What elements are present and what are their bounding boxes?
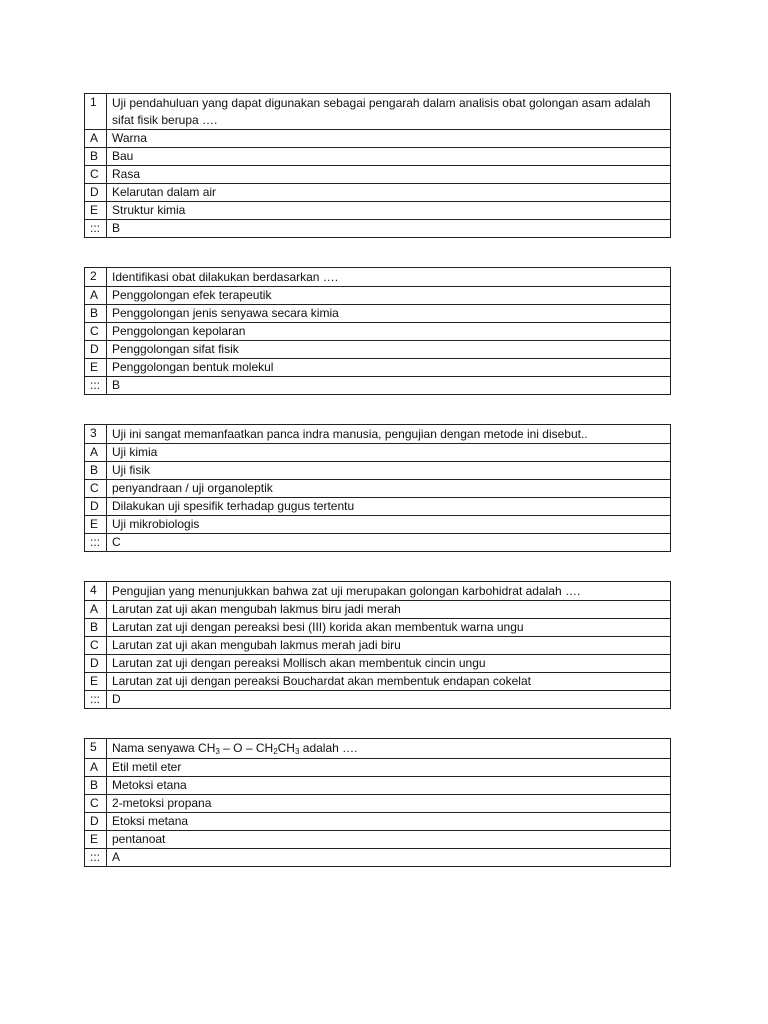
option-text: Etil metil eter	[107, 759, 671, 777]
question-text-part: – O – CH	[219, 741, 274, 755]
option-letter: A	[85, 130, 107, 148]
question-text	[107, 739, 671, 759]
option-text: Penggolongan bentuk molekul	[107, 359, 671, 377]
option-row-c	[85, 480, 671, 498]
option-letter: C	[85, 166, 107, 184]
subscript: 3	[215, 747, 220, 756]
answer-row	[85, 534, 671, 552]
option-letter: D	[85, 655, 107, 673]
option-text: Penggolongan kepolaran	[107, 323, 671, 341]
question-number: 3	[85, 425, 107, 444]
question-text-part: CH	[277, 741, 295, 755]
option-letter: A	[85, 601, 107, 619]
option-row-c	[85, 795, 671, 813]
option-text: Larutan zat uji dengan pereaksi besi (III) korida akan membentuk warna ungu	[107, 619, 671, 637]
question-table-1	[84, 93, 671, 238]
answer-row	[85, 691, 671, 709]
option-row-e	[85, 202, 671, 220]
question-text-part: adalah ….	[299, 741, 358, 755]
answer-marker: :::	[85, 377, 107, 395]
option-row-d	[85, 341, 671, 359]
option-letter: B	[85, 305, 107, 323]
option-letter: D	[85, 341, 107, 359]
option-letter: A	[85, 287, 107, 305]
question-list	[84, 93, 671, 896]
option-letter: E	[85, 673, 107, 691]
option-letter: B	[85, 148, 107, 166]
question-text-part: Nama senyawa CH	[112, 741, 216, 755]
option-row-b	[85, 462, 671, 480]
option-text: Rasa	[107, 166, 671, 184]
option-row-a	[85, 287, 671, 305]
answer-key: B	[107, 220, 671, 238]
answer-row	[85, 849, 671, 867]
answer-key: A	[107, 849, 671, 867]
question-number: 2	[85, 268, 107, 287]
answer-key: C	[107, 534, 671, 552]
subscript: 3	[294, 747, 300, 756]
option-letter: E	[85, 831, 107, 849]
option-text: Uji fisik	[107, 462, 671, 480]
option-row-b	[85, 305, 671, 323]
option-text: Metoksi etana	[107, 777, 671, 795]
option-row-c	[85, 323, 671, 341]
option-row-d	[85, 655, 671, 673]
option-text: penyandraan / uji organoleptik	[107, 480, 671, 498]
answer-key: D	[107, 691, 671, 709]
question-number: 1	[85, 94, 107, 130]
question-text: Pengujian yang menunjukkan bahwa zat uji merupakan golongan karbohidrat adalah ….	[107, 582, 671, 601]
question-row	[85, 94, 671, 130]
option-row-a	[85, 759, 671, 777]
option-row-e	[85, 359, 671, 377]
question-text: Uji pendahuluan yang dapat digunakan sebagai pengarah dalam analisis obat golongan asam adalah sifat fisik berupa ….	[107, 94, 671, 130]
question-table-4	[84, 581, 671, 709]
option-row-c	[85, 637, 671, 655]
option-text: 2-metoksi propana	[107, 795, 671, 813]
option-row-a	[85, 601, 671, 619]
option-letter: B	[85, 462, 107, 480]
option-text: Kelarutan dalam air	[107, 184, 671, 202]
option-letter: E	[85, 359, 107, 377]
option-row-a	[85, 444, 671, 462]
option-row-b	[85, 777, 671, 795]
answer-row	[85, 220, 671, 238]
question-number: 4	[85, 582, 107, 601]
option-text: Larutan zat uji dengan pereaksi Mollisch akan membentuk cincin ungu	[107, 655, 671, 673]
option-row-a	[85, 130, 671, 148]
option-text: Struktur kimia	[107, 202, 671, 220]
option-letter: C	[85, 637, 107, 655]
question-number: 5	[85, 739, 107, 759]
option-row-d	[85, 498, 671, 516]
answer-marker: :::	[85, 220, 107, 238]
option-text: Bau	[107, 148, 671, 166]
question-row	[85, 582, 671, 601]
option-text: Warna	[107, 130, 671, 148]
option-text: Penggolongan jenis senyawa secara kimia	[107, 305, 671, 323]
option-text: Larutan zat uji dengan pereaksi Bouchardat akan membentuk endapan cokelat	[107, 673, 671, 691]
answer-row	[85, 377, 671, 395]
question-table-3	[84, 424, 671, 552]
option-row-b	[85, 148, 671, 166]
option-letter: D	[85, 184, 107, 202]
option-text: Penggolongan sifat fisik	[107, 341, 671, 359]
option-row-e	[85, 673, 671, 691]
option-letter: E	[85, 516, 107, 534]
option-letter: B	[85, 777, 107, 795]
question-text: Uji ini sangat memanfaatkan panca indra manusia, pengujian dengan metode ini disebut..	[107, 425, 671, 444]
question-table-5	[84, 738, 671, 867]
answer-marker: :::	[85, 534, 107, 552]
option-row-e	[85, 516, 671, 534]
option-letter: B	[85, 619, 107, 637]
option-text: Uji mikrobiologis	[107, 516, 671, 534]
question-row	[85, 739, 671, 759]
option-letter: A	[85, 759, 107, 777]
option-row-c	[85, 166, 671, 184]
option-letter: D	[85, 813, 107, 831]
answer-key: B	[107, 377, 671, 395]
answer-marker: :::	[85, 691, 107, 709]
answer-marker: :::	[85, 849, 107, 867]
question-table-2	[84, 267, 671, 395]
option-letter: E	[85, 202, 107, 220]
option-letter: C	[85, 323, 107, 341]
option-row-b	[85, 619, 671, 637]
option-letter: A	[85, 444, 107, 462]
option-text: Uji kimia	[107, 444, 671, 462]
option-text: pentanoat	[107, 831, 671, 849]
option-row-d	[85, 813, 671, 831]
question-text: Identifikasi obat dilakukan berdasarkan ….	[107, 268, 671, 287]
option-text: Penggolongan efek terapeutik	[107, 287, 671, 305]
option-text: Larutan zat uji akan mengubah lakmus merah jadi biru	[107, 637, 671, 655]
subscript: 2	[273, 747, 278, 756]
option-text: Larutan zat uji akan mengubah lakmus biru jadi merah	[107, 601, 671, 619]
option-letter: D	[85, 498, 107, 516]
option-letter: C	[85, 480, 107, 498]
option-row-e	[85, 831, 671, 849]
option-letter: C	[85, 795, 107, 813]
option-text: Dilakukan uji spesifik terhadap gugus tertentu	[107, 498, 671, 516]
question-row	[85, 268, 671, 287]
option-text: Etoksi metana	[107, 813, 671, 831]
option-row-d	[85, 184, 671, 202]
question-row	[85, 425, 671, 444]
